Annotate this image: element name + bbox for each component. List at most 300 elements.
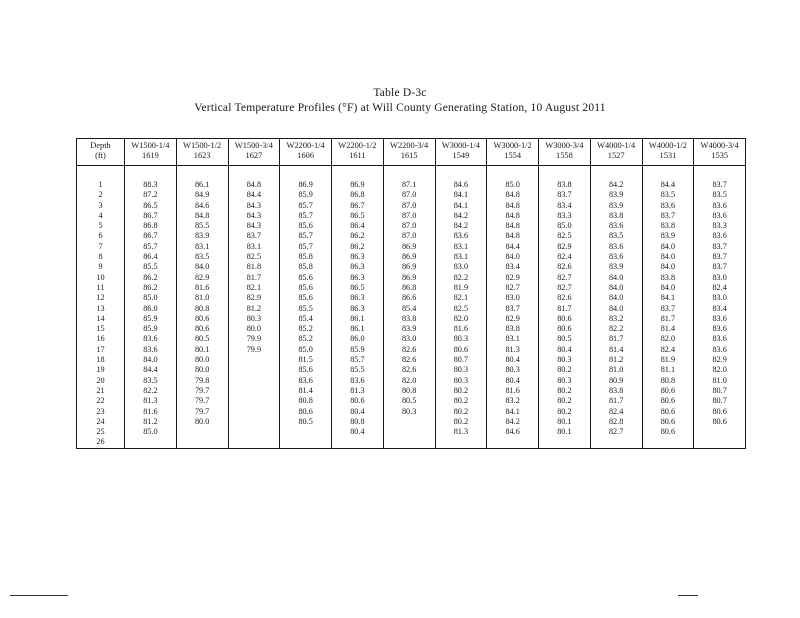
temperature-cell: 84.0 — [642, 252, 694, 262]
temperature-cell: 87.0 — [383, 221, 435, 231]
temperature-cell: 80.5 — [176, 334, 228, 344]
temperature-cell: 80.7 — [694, 396, 746, 406]
temperature-cell: 87.2 — [125, 190, 177, 200]
depth-cell: 8 — [77, 252, 125, 262]
temperature-cell: 83.6 — [280, 376, 332, 386]
temperature-cell: 83.6 — [694, 324, 746, 334]
temperature-cell: 83.7 — [694, 242, 746, 252]
temperature-cell: 80.3 — [539, 376, 591, 386]
temperature-cell: 84.0 — [590, 283, 642, 293]
temperature-cell: 85.2 — [280, 334, 332, 344]
temperature-cell: 82.7 — [539, 273, 591, 283]
temperature-cell: 83.6 — [694, 211, 746, 221]
temperature-cell: 84.2 — [435, 221, 487, 231]
temperature-cell: 83.4 — [539, 201, 591, 211]
temperature-cell: 84.8 — [487, 201, 539, 211]
footer-rule — [678, 595, 698, 596]
column-header-time: 1549 — [452, 151, 470, 160]
temperature-cell: 81.0 — [694, 376, 746, 386]
temperature-cell: 83.6 — [694, 345, 746, 355]
temperature-cell: 81.3 — [125, 396, 177, 406]
temperature-cell: 81.0 — [590, 365, 642, 375]
temperature-cell: 84.8 — [228, 180, 280, 190]
table-row — [77, 334, 746, 344]
temperature-cell: 84.3 — [228, 211, 280, 221]
temperature-cell: 81.7 — [539, 304, 591, 314]
temperature-cell: 86.3 — [332, 293, 384, 303]
temperature-cell: 83.8 — [642, 273, 694, 283]
temperature-cell — [176, 437, 228, 448]
depth-cell: 22 — [77, 396, 125, 406]
temperature-cell: 85.9 — [125, 324, 177, 334]
depth-cell: 20 — [77, 376, 125, 386]
temperature-cell: 82.2 — [435, 273, 487, 283]
temperature-cell: 86.9 — [332, 180, 384, 190]
table-row — [77, 252, 746, 262]
temperature-cell: 84.0 — [590, 273, 642, 283]
temperature-cell — [694, 427, 746, 437]
temperature-cell: 80.6 — [435, 345, 487, 355]
temperature-cell: 83.7 — [539, 190, 591, 200]
temperature-cell: 83.8 — [383, 314, 435, 324]
column-header-station: W3000-3/4 — [545, 141, 584, 150]
temperature-cell: 81.8 — [228, 262, 280, 272]
temperature-cell: 80.6 — [642, 407, 694, 417]
temperature-cell: 83.0 — [694, 273, 746, 283]
temperature-cell: 83.6 — [332, 376, 384, 386]
temperature-cell: 83.7 — [694, 252, 746, 262]
temperature-cell: 82.9 — [487, 273, 539, 283]
column-header-station: W3000-1/2 — [493, 141, 532, 150]
temperature-cell: 80.0 — [176, 417, 228, 427]
temperature-cell: 83.4 — [694, 304, 746, 314]
temperature-cell: 81.9 — [642, 355, 694, 365]
temperature-cell: 84.2 — [435, 211, 487, 221]
depth-cell: 25 — [77, 427, 125, 437]
column-header-station: W1500-1/2 — [183, 141, 222, 150]
temperature-cell: 83.1 — [228, 242, 280, 252]
spacer-cell — [280, 166, 332, 181]
header-row — [77, 139, 746, 166]
temperature-cell: 81.0 — [176, 293, 228, 303]
spacer-cell — [332, 166, 384, 181]
temperature-cell: 80.6 — [332, 396, 384, 406]
temperature-cell: 85.0 — [280, 345, 332, 355]
column-header — [280, 139, 332, 166]
temperature-cell: 80.2 — [435, 386, 487, 396]
table-row — [77, 211, 746, 221]
depth-cell: 26 — [77, 437, 125, 448]
temperature-cell: 86.5 — [332, 283, 384, 293]
temperature-cell: 83.2 — [590, 314, 642, 324]
temperature-cell: 84.0 — [642, 283, 694, 293]
temperature-cell: 82.7 — [539, 283, 591, 293]
temperature-cell — [383, 437, 435, 448]
temperature-cell: 85.0 — [487, 180, 539, 190]
temperature-cell: 82.5 — [435, 304, 487, 314]
temperature-cell: 81.2 — [590, 355, 642, 365]
temperature-cell: 80.1 — [539, 427, 591, 437]
temperature-cell: 80.3 — [539, 355, 591, 365]
temperature-cell: 83.9 — [590, 201, 642, 211]
temperature-cell: 80.8 — [280, 396, 332, 406]
column-header — [176, 139, 228, 166]
depth-cell: 2 — [77, 190, 125, 200]
temperature-cell: 80.6 — [642, 386, 694, 396]
temperature-cell: 81.5 — [280, 355, 332, 365]
temperature-cell: 86.9 — [383, 242, 435, 252]
temperature-cell: 85.5 — [280, 304, 332, 314]
column-header-station: W2200-3/4 — [390, 141, 429, 150]
temperature-cell: 86.8 — [125, 221, 177, 231]
temperature-cell: 83.3 — [694, 221, 746, 231]
temperature-cell: 84.1 — [435, 190, 487, 200]
temperature-cell: 80.1 — [176, 345, 228, 355]
temperature-cell: 83.7 — [642, 211, 694, 221]
depth-cell: 3 — [77, 201, 125, 211]
temperature-cell: 80.6 — [539, 324, 591, 334]
temperature-cell: 84.8 — [487, 211, 539, 221]
temperature-cell: 80.8 — [176, 304, 228, 314]
temperature-cell: 84.8 — [487, 190, 539, 200]
table-caption: Table D-3c — [373, 87, 427, 99]
temperature-cell: 81.4 — [280, 386, 332, 396]
table-title: Vertical Temperature Profiles (°F) at Will County Generating Station, 10 August 2011 — [194, 102, 606, 114]
depth-cell: 18 — [77, 355, 125, 365]
table-row — [77, 427, 746, 437]
temperature-cell: 85.8 — [280, 252, 332, 262]
table-row — [77, 407, 746, 417]
temperature-cell: 87.0 — [383, 211, 435, 221]
temperature-cell: 80.4 — [539, 345, 591, 355]
temperature-cell: 83.8 — [539, 180, 591, 190]
temperature-cell: 86.2 — [332, 231, 384, 241]
temperature-cell: 83.6 — [694, 334, 746, 344]
temperature-cell: 85.9 — [125, 314, 177, 324]
temperature-cell: 80.6 — [539, 314, 591, 324]
temperature-cell: 81.3 — [487, 345, 539, 355]
depth-cell: 13 — [77, 304, 125, 314]
depth-cell: 6 — [77, 231, 125, 241]
temperature-cell: 85.5 — [125, 262, 177, 272]
temperature-cell: 82.0 — [435, 314, 487, 324]
temperature-cell: 84.4 — [642, 180, 694, 190]
temperature-cell: 85.0 — [125, 427, 177, 437]
column-header-time: 1535 — [711, 151, 728, 160]
depth-header-label: Depth — [90, 141, 111, 150]
temperature-cell: 80.2 — [539, 396, 591, 406]
table-row — [77, 324, 746, 334]
table-row — [77, 262, 746, 272]
temperature-cell: 81.7 — [642, 314, 694, 324]
temperature-cell: 85.6 — [280, 283, 332, 293]
temperature-cell: 85.7 — [280, 242, 332, 252]
column-header — [642, 139, 694, 166]
temperature-cell: 83.1 — [487, 334, 539, 344]
spacer-cell — [539, 166, 591, 181]
temperature-cell: 84.6 — [487, 427, 539, 437]
table-row — [77, 190, 746, 200]
temperature-cell: 82.4 — [694, 283, 746, 293]
temperature-cell: 86.7 — [125, 211, 177, 221]
temperature-cell: 80.6 — [642, 396, 694, 406]
temperature-cell: 83.6 — [694, 231, 746, 241]
column-header-station: W2200-1/2 — [338, 141, 377, 150]
temperature-cell: 83.9 — [176, 231, 228, 241]
column-header-station: W1500-3/4 — [234, 141, 273, 150]
temperature-cell: 84.3 — [228, 221, 280, 231]
temperature-cell: 81.7 — [590, 396, 642, 406]
column-header — [332, 139, 384, 166]
temperature-cell: 84.4 — [125, 365, 177, 375]
temperature-cell: 80.2 — [435, 417, 487, 427]
column-header — [590, 139, 642, 166]
column-header — [383, 139, 435, 166]
temperature-cell: 81.7 — [228, 273, 280, 283]
column-header-station: W1500-1/4 — [131, 141, 170, 150]
temperature-cell: 86.9 — [383, 252, 435, 262]
temperature-cell: 83.5 — [125, 376, 177, 386]
temperature-cell: 86.3 — [332, 273, 384, 283]
temperature-cell: 81.2 — [228, 304, 280, 314]
temperature-cell: 87.1 — [383, 180, 435, 190]
temperature-cell: 80.9 — [590, 376, 642, 386]
temperature-cell: 86.2 — [125, 283, 177, 293]
table-row — [77, 283, 746, 293]
spacer-cell — [590, 166, 642, 181]
temperature-cell: 81.4 — [642, 324, 694, 334]
column-header — [487, 139, 539, 166]
footer-rule — [10, 595, 68, 596]
temperature-cell: 79.7 — [176, 396, 228, 406]
table-row — [77, 304, 746, 314]
temperature-cell: 80.5 — [280, 417, 332, 427]
temperature-cell: 83.6 — [590, 242, 642, 252]
temperature-cell — [228, 417, 280, 427]
temperature-cell: 85.4 — [280, 314, 332, 324]
temperature-cell: 80.3 — [383, 407, 435, 417]
column-header-time: 1558 — [556, 151, 573, 160]
spacer-row — [77, 166, 746, 181]
temperature-cell: 80.4 — [332, 407, 384, 417]
temperature-cell: 83.8 — [590, 386, 642, 396]
temperature-cell: 85.7 — [332, 355, 384, 365]
temperature-cell: 80.2 — [539, 365, 591, 375]
column-header-station: W4000-1/4 — [597, 141, 636, 150]
temperature-cell: 85.0 — [125, 293, 177, 303]
temperature-cell: 82.6 — [539, 262, 591, 272]
temperature-cell: 84.3 — [228, 201, 280, 211]
temperature-cell: 83.8 — [590, 211, 642, 221]
temperature-cell: 85.0 — [539, 221, 591, 231]
temperature-cell: 83.1 — [176, 242, 228, 252]
temperature-cell: 83.5 — [590, 231, 642, 241]
temperature-cell: 82.4 — [590, 407, 642, 417]
table-row — [77, 386, 746, 396]
table-row — [77, 396, 746, 406]
temperature-cell: 80.6 — [176, 314, 228, 324]
temperature-cell: 80.7 — [694, 386, 746, 396]
temperature-cell — [228, 437, 280, 448]
temperature-cell: 82.6 — [383, 365, 435, 375]
temperature-cell: 79.7 — [176, 407, 228, 417]
temperature-cell: 83.7 — [694, 262, 746, 272]
temperature-cell — [694, 437, 746, 448]
temperature-cell: 83.0 — [383, 334, 435, 344]
temperature-cell: 82.0 — [694, 365, 746, 375]
column-header-station: W3000-1/4 — [441, 141, 480, 150]
depth-cell: 15 — [77, 324, 125, 334]
temperature-cell: 81.2 — [125, 417, 177, 427]
temperature-cell: 83.8 — [487, 324, 539, 334]
column-header — [694, 139, 746, 166]
temperature-cell: 85.7 — [125, 242, 177, 252]
column-header — [125, 139, 177, 166]
column-header-station: W4000-1/2 — [648, 141, 687, 150]
temperature-cell: 82.6 — [539, 293, 591, 303]
temperature-cell: 82.4 — [539, 252, 591, 262]
temperature-cell: 82.8 — [590, 417, 642, 427]
temperature-cell: 83.6 — [590, 221, 642, 231]
temperature-cell: 83.7 — [228, 231, 280, 241]
temperature-cell: 80.3 — [435, 334, 487, 344]
temperature-cell: 81.1 — [642, 365, 694, 375]
temperature-cell: 80.3 — [228, 314, 280, 324]
temperature-profile-table — [76, 138, 746, 449]
temperature-cell: 83.3 — [539, 211, 591, 221]
temperature-cell — [539, 437, 591, 448]
temperature-cell: 83.6 — [590, 252, 642, 262]
column-header-time: 1606 — [297, 151, 314, 160]
spacer-cell — [228, 166, 280, 181]
temperature-cell: 85.7 — [280, 211, 332, 221]
temperature-cell: 83.7 — [694, 180, 746, 190]
temperature-cell: 84.2 — [590, 180, 642, 190]
temperature-cell — [176, 427, 228, 437]
temperature-cell: 86.8 — [383, 283, 435, 293]
temperature-cell: 85.9 — [280, 190, 332, 200]
temperature-cell: 82.2 — [590, 324, 642, 334]
spacer-cell — [383, 166, 435, 181]
depth-cell: 16 — [77, 334, 125, 344]
temperature-cell: 83.6 — [435, 231, 487, 241]
temperature-cell: 80.4 — [487, 376, 539, 386]
temperature-cell: 84.4 — [487, 242, 539, 252]
temperature-cell: 80.4 — [332, 427, 384, 437]
temperature-cell: 84.9 — [176, 190, 228, 200]
temperature-cell: 86.9 — [383, 262, 435, 272]
temperature-cell: 84.0 — [487, 252, 539, 262]
temperature-cell: 84.0 — [125, 355, 177, 365]
temperature-cell: 80.8 — [642, 376, 694, 386]
temperature-cell: 80.6 — [694, 417, 746, 427]
temperature-cell — [228, 427, 280, 437]
spacer-cell — [435, 166, 487, 181]
column-header-time: 1554 — [504, 151, 521, 160]
spacer-cell — [125, 166, 177, 181]
temperature-cell: 79.9 — [228, 345, 280, 355]
depth-cell: 19 — [77, 365, 125, 375]
column-header — [539, 139, 591, 166]
depth-header — [77, 139, 125, 166]
temperature-cell — [383, 417, 435, 427]
temperature-cell: 83.1 — [435, 252, 487, 262]
temperature-cell: 82.5 — [228, 252, 280, 262]
temperature-cell: 86.9 — [383, 273, 435, 283]
temperature-cell: 80.0 — [176, 365, 228, 375]
temperature-cell: 80.4 — [487, 355, 539, 365]
temperature-cell: 86.1 — [332, 324, 384, 334]
temperature-cell: 83.5 — [694, 190, 746, 200]
temperature-cell: 80.2 — [539, 407, 591, 417]
temperature-cell: 81.9 — [435, 283, 487, 293]
temperature-cell — [435, 437, 487, 448]
temperature-cell: 80.2 — [435, 407, 487, 417]
temperature-cell: 85.2 — [280, 324, 332, 334]
temperature-cell: 80.2 — [435, 396, 487, 406]
spacer-cell — [642, 166, 694, 181]
temperature-cell: 81.6 — [125, 407, 177, 417]
temperature-cell: 82.4 — [642, 345, 694, 355]
temperature-cell: 82.6 — [383, 355, 435, 365]
temperature-cell: 83.5 — [176, 252, 228, 262]
temperature-cell: 84.0 — [176, 262, 228, 272]
temperature-cell: 85.6 — [280, 293, 332, 303]
depth-cell: 17 — [77, 345, 125, 355]
depth-cell: 4 — [77, 211, 125, 221]
temperature-cell: 86.1 — [176, 180, 228, 190]
temperature-cell: 80.5 — [383, 396, 435, 406]
temperature-cell: 85.7 — [280, 201, 332, 211]
column-header-time: 1611 — [349, 151, 366, 160]
temperature-cell — [487, 437, 539, 448]
spacer-cell — [694, 166, 746, 181]
temperature-cell: 86.2 — [332, 242, 384, 252]
spacer-cell — [176, 166, 228, 181]
temperature-cell: 79.9 — [228, 334, 280, 344]
temperature-cell: 86.3 — [332, 304, 384, 314]
temperature-cell — [642, 437, 694, 448]
temperature-cell: 84.0 — [590, 304, 642, 314]
table-row — [77, 437, 746, 448]
table-row — [77, 365, 746, 375]
column-header-time: 1627 — [245, 151, 263, 160]
temperature-cell: 81.6 — [176, 283, 228, 293]
temperature-cell: 84.6 — [435, 180, 487, 190]
temperature-cell — [125, 437, 177, 448]
temperature-cell: 83.9 — [383, 324, 435, 334]
depth-cell: 24 — [77, 417, 125, 427]
temperature-cell — [228, 365, 280, 375]
temperature-cell: 84.1 — [487, 407, 539, 417]
table-row — [77, 345, 746, 355]
depth-cell: 21 — [77, 386, 125, 396]
temperature-cell: 86.5 — [125, 201, 177, 211]
temperature-cell: 86.7 — [125, 231, 177, 241]
depth-cell: 11 — [77, 283, 125, 293]
temperature-cell: 86.5 — [332, 211, 384, 221]
temperature-cell: 83.0 — [487, 293, 539, 303]
temperature-cell: 82.9 — [176, 273, 228, 283]
temperature-cell: 80.5 — [539, 334, 591, 344]
temperature-cell: 82.9 — [228, 293, 280, 303]
temperature-cell: 82.7 — [590, 427, 642, 437]
temperature-cell: 85.5 — [332, 365, 384, 375]
temperature-cell: 84.8 — [487, 231, 539, 241]
temperature-cell: 87.0 — [383, 190, 435, 200]
temperature-cell: 80.6 — [280, 407, 332, 417]
temperature-cell: 83.6 — [694, 314, 746, 324]
